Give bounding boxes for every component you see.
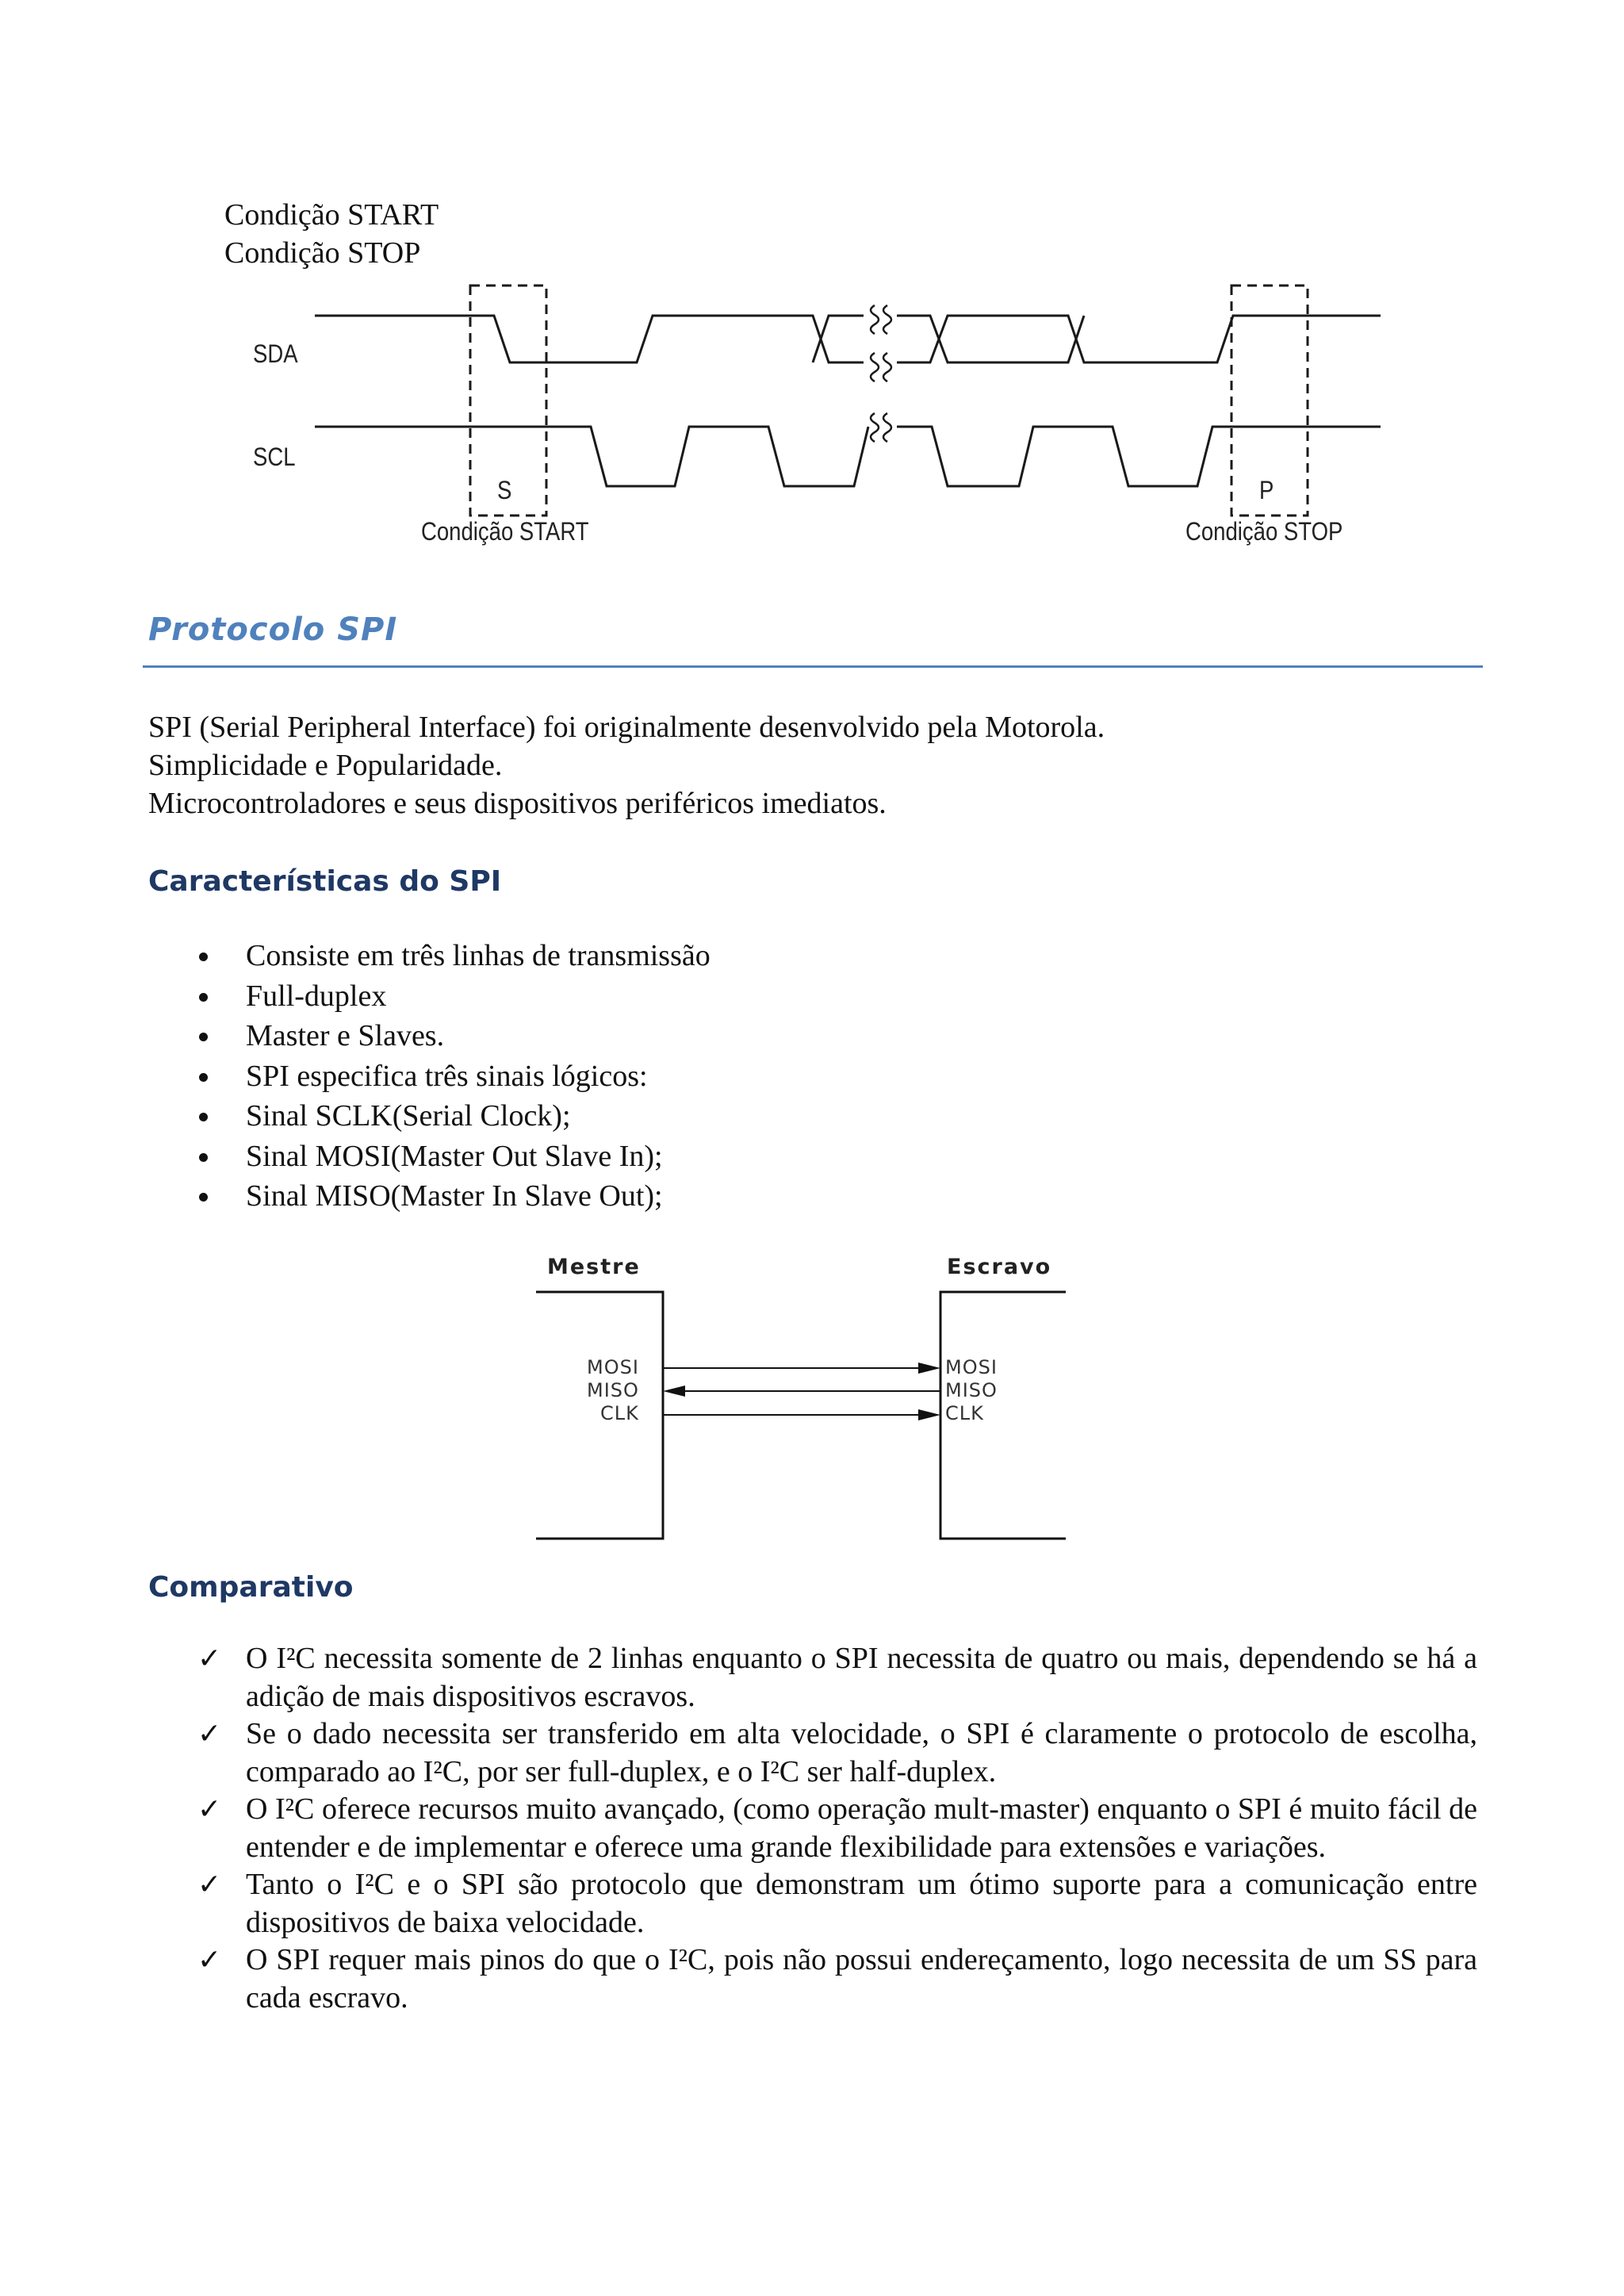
bullet-icon [199, 1113, 208, 1121]
comparison-list [148, 1640, 1477, 2017]
master-box [536, 1292, 663, 1539]
comparison-heading: Comparativo [148, 1571, 354, 1604]
stop-caption: Condição STOP [1185, 517, 1343, 546]
list-item: Sinal MISO(Master In Slave Out); [148, 1176, 710, 1217]
list-item: Sinal MOSI(Master Out Slave In); [148, 1137, 710, 1177]
description-line-2: Simplicidade e Popularidade. [148, 749, 503, 782]
bullet-icon [199, 1193, 208, 1202]
bullet-icon [199, 1073, 208, 1082]
master-miso-label: MISO [587, 1379, 639, 1401]
list-item: ✓ Se o dado necessita ser transferido em alta velocidade, o SPI é claramente o protocolo de escolha, comparado ao I²C, por ser full-duplex, e o I²C ser half-duplex. [197, 1717, 1477, 1788]
list-item: Master e Slaves. [148, 1016, 710, 1056]
master-label: Mestre [547, 1255, 641, 1279]
bullet-icon [199, 993, 208, 1002]
list-item: ✓ O SPI requer mais pinos do que o I²C, pois não possui endereçamento, logo necessita de um SS para cada escravo. [197, 1943, 1477, 2014]
intro-line-stop: Condição STOP [224, 236, 421, 270]
checkmark-icon: ✓ [197, 1793, 222, 1826]
list-item: ✓ Tanto o I²C e o SPI são protocolo que demonstram um ótimo suporte para a comunicação entre dispositivos de baixa velocidade. [197, 1868, 1477, 1939]
bullet-icon [199, 1153, 208, 1162]
list-item: Sinal SCLK(Serial Clock); [148, 1096, 710, 1137]
checkmark-icon: ✓ [197, 1869, 222, 1901]
slave-clk-label: CLK [945, 1402, 984, 1424]
slave-miso-label: MISO [945, 1379, 998, 1401]
characteristics-list [148, 936, 710, 1217]
section-divider [143, 665, 1483, 668]
i2c-timing-diagram [226, 274, 1385, 573]
intro-line-start: Condição START [224, 198, 439, 232]
checkmark-icon: ✓ [197, 1642, 222, 1675]
spi-connection-diagram [523, 1245, 1078, 1562]
bullet-icon [199, 1033, 208, 1041]
slave-mosi-label: MOSI [945, 1356, 998, 1378]
clk-arrow [918, 1409, 940, 1420]
sda-waveform [315, 316, 1381, 362]
master-mosi-label: MOSI [587, 1356, 639, 1378]
list-item: ✓ O I²C oferece recursos muito avançado, (como operação mult-master) enquanto o SPI é muito fácil de entender e de implementar e oferece uma grande flexibilidade para extensões e variações. [197, 1792, 1477, 1864]
sda-label: SDA [253, 339, 298, 368]
break-marks [871, 305, 891, 442]
list-item: ✓ O I²C necessita somente de 2 linhas enquanto o SPI necessita de quatro ou mais, dependendo se há a adição de mais dispositivos escravos. [197, 1642, 1477, 1713]
list-item: SPI especifica três sinais lógicos: [148, 1056, 710, 1097]
start-marker-s: S [497, 476, 512, 504]
description-line-1: SPI (Serial Peripheral Interface) foi originalmente desenvolvido pela Motorola. [148, 711, 1105, 744]
scl-waveform [315, 427, 1381, 486]
master-clk-label: CLK [600, 1402, 639, 1424]
mosi-arrow [918, 1363, 940, 1374]
scl-label: SCL [253, 443, 296, 471]
slave-label: Escravo [947, 1255, 1052, 1279]
bullet-icon [199, 953, 208, 961]
characteristics-heading: Características do SPI [148, 865, 502, 898]
list-item: Consiste em três linhas de transmissão [148, 936, 710, 976]
section-title: Protocolo SPI [148, 611, 398, 648]
list-item: Full-duplex [148, 976, 710, 1017]
stop-marker-p: P [1259, 476, 1274, 504]
checkmark-icon: ✓ [197, 1944, 222, 1976]
miso-arrow [663, 1386, 685, 1397]
description-line-3: Microcontroladores e seus dispositivos periféricos imediatos. [148, 787, 887, 820]
start-caption: Condição START [421, 517, 589, 546]
checkmark-icon: ✓ [197, 1718, 222, 1750]
